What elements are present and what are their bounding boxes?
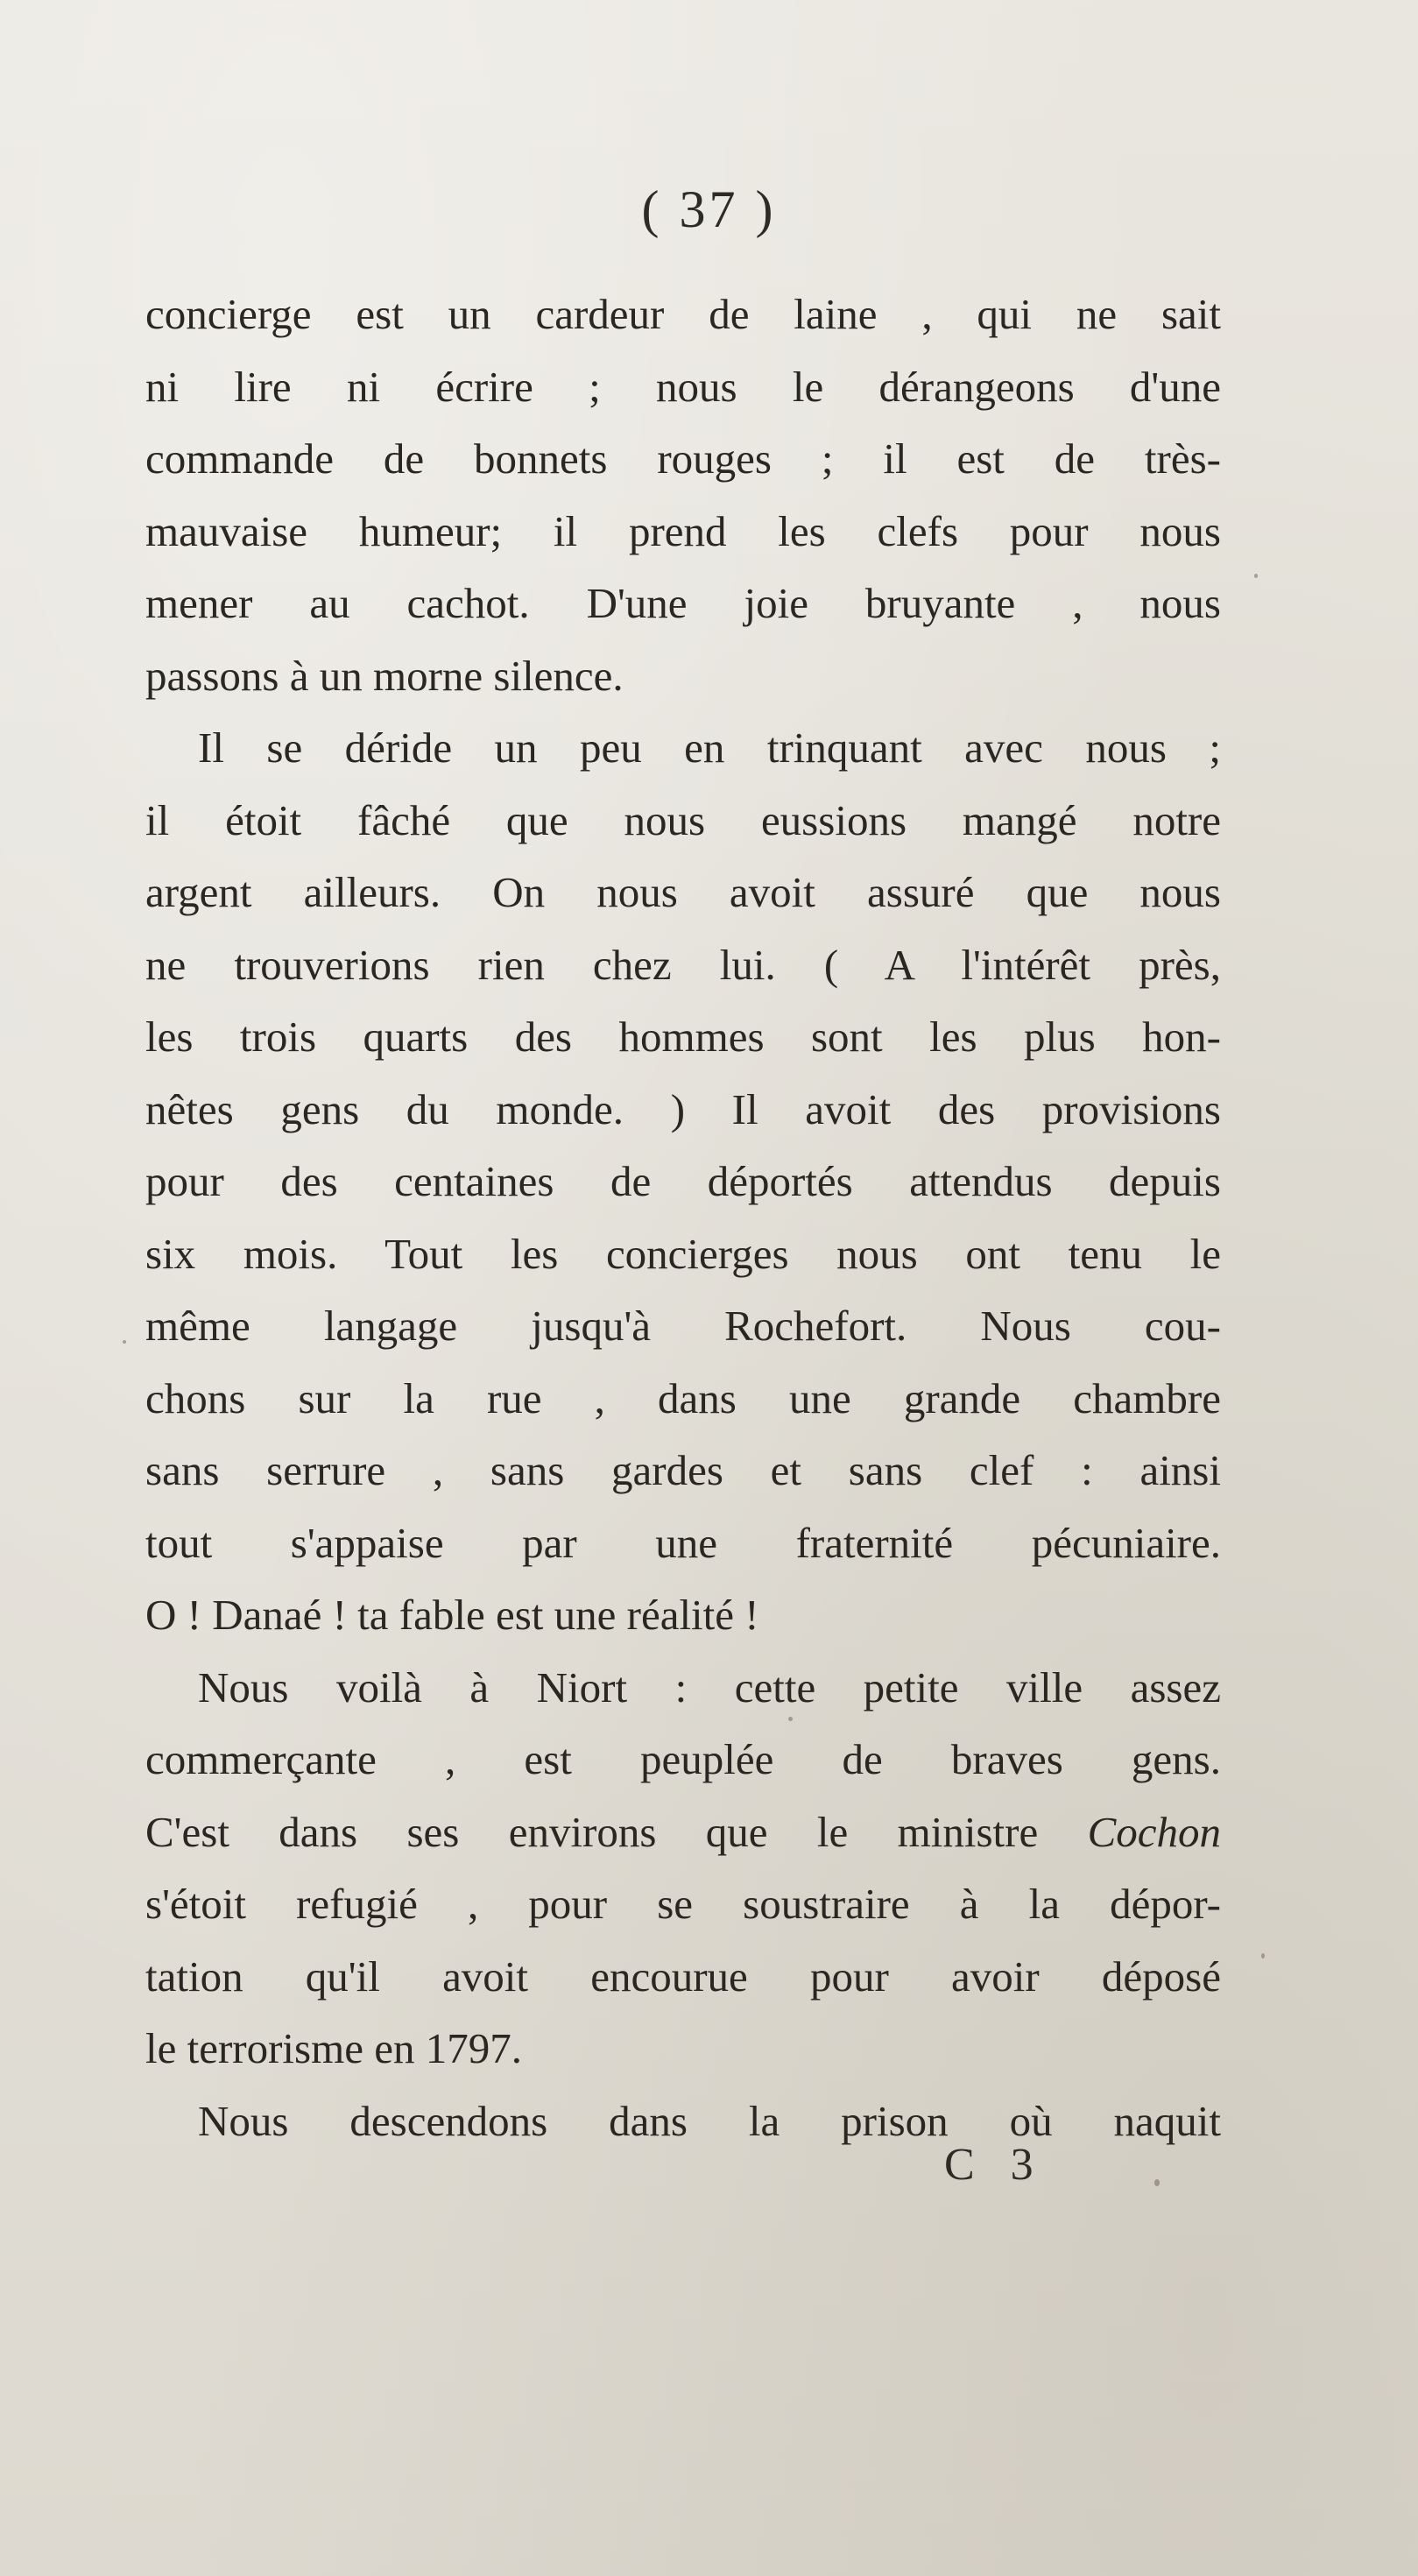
text-line: mauvaise humeur; il prend les clefs pour nous	[145, 506, 1221, 555]
text-line: argent ailleurs. On nous avoit assuré que nous	[145, 868, 1221, 916]
text-line: le terrorisme en 1797.	[145, 2024, 522, 2072]
text-line: Il se déride un peu en trinquant avec nous ;	[198, 723, 1221, 772]
text-line: même langage jusqu'à Rochefort. Nous cou-	[145, 1302, 1221, 1350]
text-line-part: C'est dans ses environs que le ministre	[145, 1807, 1039, 1856]
body-text	[145, 279, 1221, 2157]
paper-speck	[1154, 2179, 1160, 2186]
text-line: Nous descendons dans la prison où naquit	[198, 2096, 1221, 2145]
text-line: mener au cachot. D'une joie bruyante , nous	[145, 579, 1221, 627]
text-line: chons sur la rue , dans une grande chambre	[145, 1373, 1221, 1422]
text-line: les trois quarts des hommes sont les plus hon-	[145, 1013, 1221, 1061]
text-line: sans serrure , sans gardes et sans clef : ainsi	[145, 1446, 1221, 1494]
paper-speck	[788, 1717, 793, 1721]
text-line: pour des centaines de déportés attendus depuis	[145, 1157, 1221, 1205]
text-line: six mois. Tout les concierges nous ont tenu le	[145, 1229, 1221, 1278]
text-line: commande de bonnets rouges ; il est de très-	[145, 434, 1221, 483]
paper-speck	[1254, 574, 1258, 578]
text-line: tout s'appaise par une fraternité pécuniaire.	[145, 1518, 1221, 1567]
page-number: ( 37 )	[641, 180, 777, 238]
text-line: ni lire ni écrire ; nous le dérangeons d'une	[145, 362, 1221, 411]
paper-speck	[1261, 1953, 1265, 1958]
paper-speck	[123, 1340, 126, 1344]
text-line: nêtes gens du monde. ) Il avoit des provisions	[145, 1084, 1221, 1133]
text-line: concierge est un cardeur de laine , qui ne sait	[145, 290, 1221, 338]
text-line: il étoit fâché que nous eussions mangé notre	[145, 795, 1221, 844]
text-line: commerçante , est peuplée de braves gens.	[145, 1735, 1221, 1783]
signature-mark: C 3	[944, 2140, 1046, 2190]
text-line: tation qu'il avoit encourue pour avoir déposé	[145, 1951, 1221, 2001]
text-line: ne trouverions rien chez lui. ( A l'intérêt près,	[145, 940, 1221, 989]
text-line: passons à un morne silence.	[145, 651, 624, 700]
text-line: Nous voilà à Niort : cette petite ville assez	[198, 1662, 1221, 1711]
text-line	[145, 1796, 1221, 1869]
italic-name: Cochon	[1087, 1807, 1221, 1856]
text-line: s'étoit refugié , pour se soustraire à la dépor-	[145, 1880, 1221, 1928]
text-line: O ! Danaé ! ta fable est une réalité !	[145, 1591, 759, 1639]
